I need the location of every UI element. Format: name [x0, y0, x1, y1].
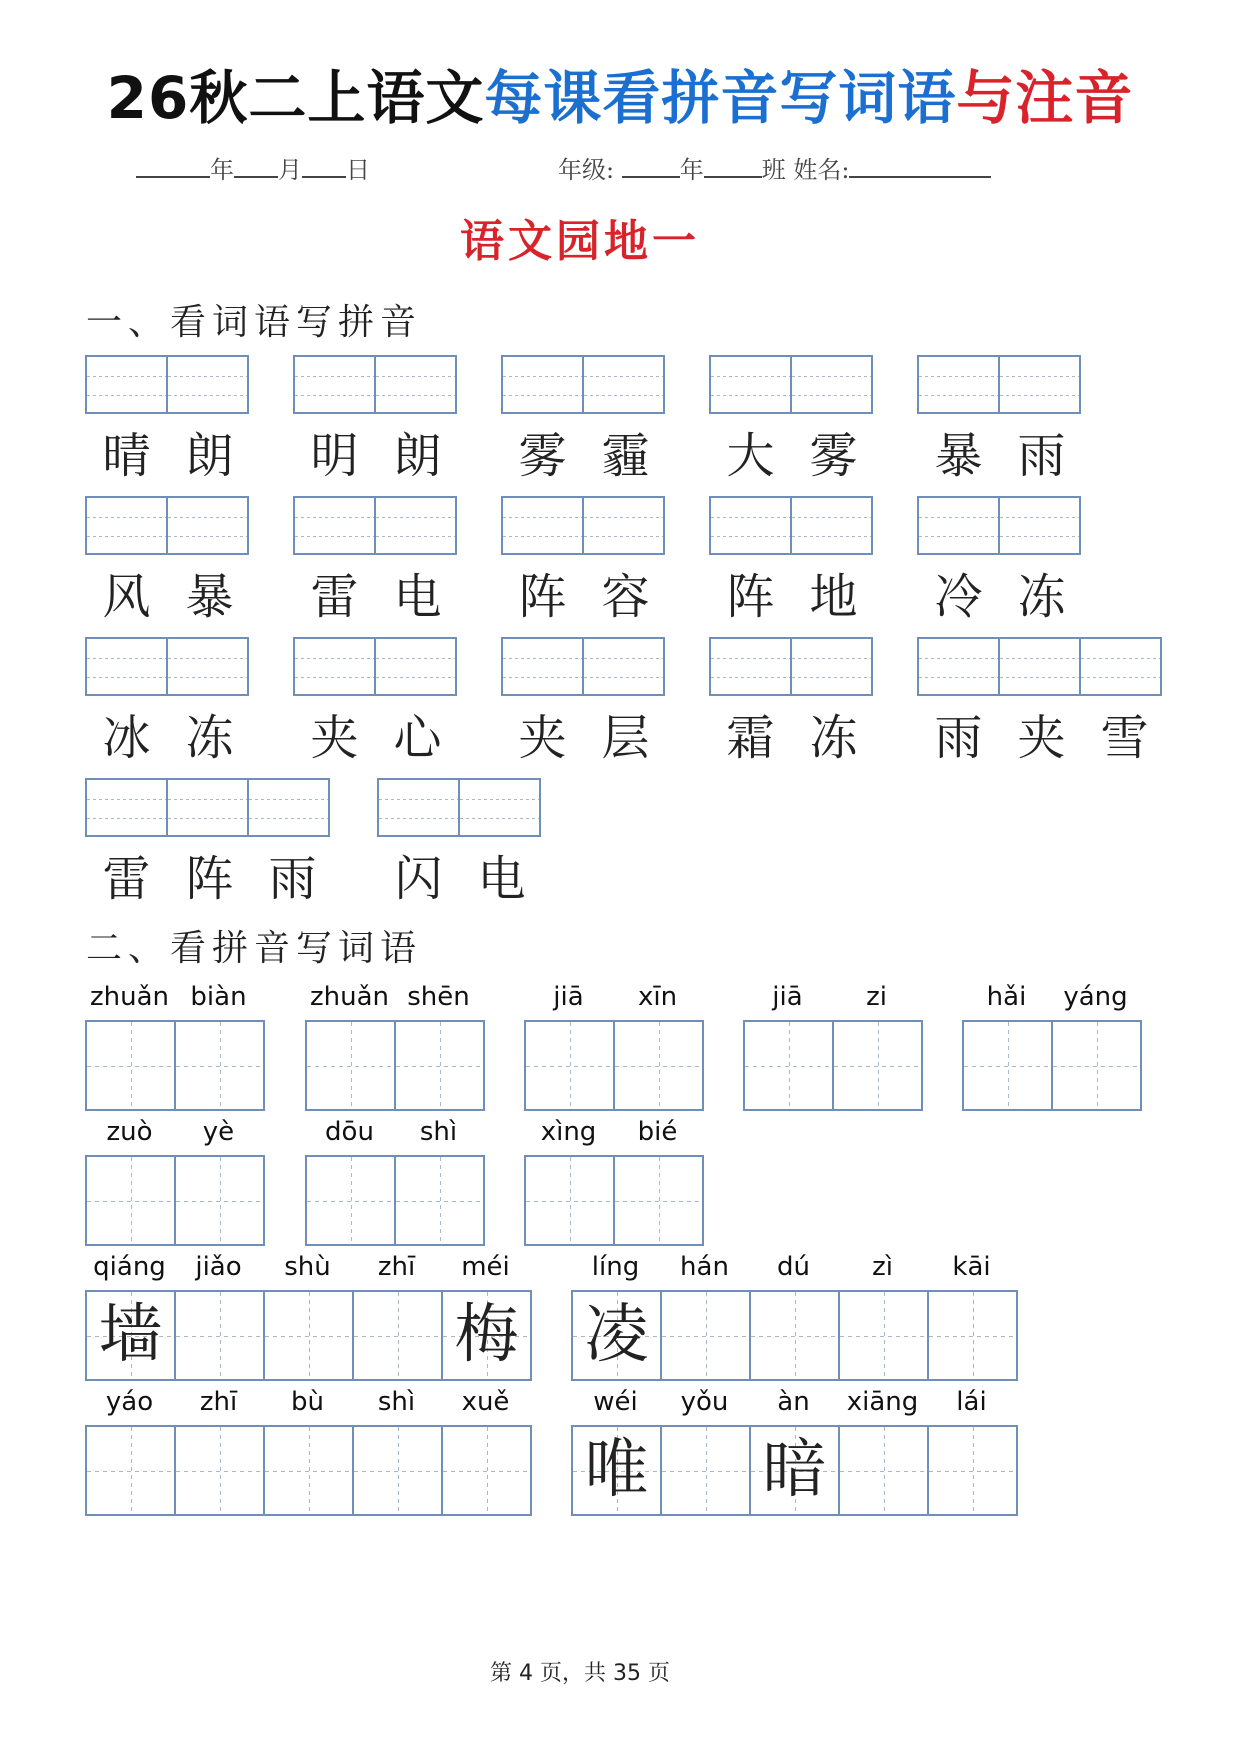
pinyin-writing-cell[interactable]	[458, 778, 541, 837]
pinyin-writing-cell[interactable]	[582, 496, 665, 555]
hanzi-word-item	[524, 980, 702, 1111]
word-characters	[85, 847, 334, 911]
pinyin-writing-cell[interactable]	[293, 496, 376, 555]
pinyin-writing-cell[interactable]	[998, 637, 1081, 696]
word-character: 雷	[310, 569, 359, 625]
word-character: 雨	[268, 851, 317, 907]
tianzige-cell[interactable]	[962, 1020, 1053, 1111]
pinyin-answer-box	[85, 637, 251, 696]
pinyin-answer-box	[293, 355, 459, 414]
pinyin-syllable: yǒu	[680, 1387, 729, 1417]
given-character	[929, 1427, 1016, 1514]
word-character: 大	[726, 428, 775, 484]
tianzige-cell[interactable]	[394, 1155, 485, 1246]
pinyin-writing-cell[interactable]	[85, 496, 168, 555]
grade-label: 年级:	[558, 156, 615, 184]
hanzi-word-item	[85, 980, 263, 1111]
tianzige-cell[interactable]	[927, 1425, 1018, 1516]
name-label: 姓名:	[793, 156, 850, 184]
hanzi-word-item	[571, 1385, 1016, 1516]
pinyin-syllable: lái	[956, 1387, 987, 1417]
pinyin-syllable: bù	[291, 1387, 324, 1417]
tianzige-cell[interactable]	[927, 1290, 1018, 1381]
title-part-red: 与注音	[956, 64, 1134, 132]
tianzige-cell[interactable]	[749, 1425, 840, 1516]
word-character: 电	[477, 851, 526, 907]
pinyin-word-item	[709, 496, 875, 629]
given-character	[929, 1292, 1016, 1379]
given-character	[396, 1157, 483, 1244]
word-character: 霾	[601, 428, 650, 484]
word-characters	[501, 424, 667, 488]
word-characters	[917, 565, 1083, 629]
pinyin-writing-cell[interactable]	[293, 355, 376, 414]
pinyin-syllable: zì	[872, 1252, 893, 1282]
word-character: 容	[601, 569, 650, 625]
word-characters	[917, 424, 1083, 488]
pinyin-word-item	[501, 355, 667, 488]
hanzi-word-item	[305, 980, 483, 1111]
pinyin-syllable: hán	[680, 1252, 729, 1282]
given-character	[834, 1022, 921, 1109]
word-character: 明	[310, 428, 359, 484]
given-character: 墙	[98, 1298, 163, 1372]
tianzige-cell[interactable]	[263, 1290, 354, 1381]
pinyin-syllable: kāi	[952, 1252, 991, 1282]
tianzige-row	[85, 1020, 263, 1111]
student-info-line	[558, 150, 991, 188]
worksheet-title	[0, 58, 1240, 138]
pinyin-syllable: jiā	[772, 982, 803, 1012]
pinyin-answer-box	[501, 355, 667, 414]
page-footer: 第 4 页，共 35 页	[490, 1661, 670, 1686]
word-character: 朗	[393, 428, 442, 484]
pinyin-writing-cell[interactable]	[501, 355, 584, 414]
pinyin-word-item	[85, 355, 251, 488]
pinyin-row	[571, 1250, 1016, 1286]
word-character: 阵	[726, 569, 775, 625]
word-character: 冰	[102, 710, 151, 766]
pinyin-writing-cell[interactable]	[790, 355, 873, 414]
pinyin-row	[85, 980, 263, 1016]
pinyin-writing-cell[interactable]	[790, 637, 873, 696]
pinyin-row	[962, 980, 1140, 1016]
pinyin-writing-cell[interactable]	[247, 778, 330, 837]
tianzige-cell[interactable]	[352, 1290, 443, 1381]
word-character: 雨	[1017, 428, 1066, 484]
word-character: 冻	[1017, 569, 1066, 625]
given-character: 唯	[584, 1433, 649, 1507]
pinyin-word-item	[501, 496, 667, 629]
tianzige-cell[interactable]	[660, 1425, 751, 1516]
pinyin-writing-cell[interactable]	[501, 496, 584, 555]
given-character	[840, 1427, 927, 1514]
given-character	[176, 1022, 263, 1109]
pinyin-syllable: hǎi	[986, 982, 1027, 1012]
pinyin-syllable: biàn	[190, 982, 247, 1012]
class-label: 班	[761, 156, 786, 184]
tianzige-cell[interactable]	[263, 1425, 354, 1516]
grade-blank[interactable]	[622, 150, 680, 178]
pinyin-syllable: wéi	[593, 1387, 638, 1417]
month-label: 月	[278, 156, 302, 184]
pinyin-writing-cell[interactable]	[917, 496, 1000, 555]
tianzige-cell[interactable]	[838, 1290, 929, 1381]
pinyin-syllable: jiǎo	[195, 1252, 242, 1282]
tianzige-cell[interactable]	[441, 1425, 532, 1516]
word-characters	[917, 706, 1166, 770]
given-character	[615, 1157, 702, 1244]
tianzige-cell[interactable]	[613, 1155, 704, 1246]
hanzi-word-item	[524, 1115, 702, 1246]
pinyin-answer-box	[377, 778, 543, 837]
word-character: 阵	[518, 569, 567, 625]
pinyin-writing-cell[interactable]	[374, 637, 457, 696]
given-character	[662, 1427, 749, 1514]
given-character	[443, 1427, 530, 1514]
pinyin-word-item	[709, 637, 875, 770]
word-characters	[293, 565, 459, 629]
pinyin-answer-box	[501, 637, 667, 696]
word-character: 夹	[1017, 710, 1066, 766]
pinyin-answer-box	[709, 496, 875, 555]
hanzi-word-item	[85, 1115, 263, 1246]
pinyin-row	[743, 980, 921, 1016]
title-part-black: 26秋二上语文	[106, 64, 485, 132]
tianzige-cell[interactable]	[85, 1425, 176, 1516]
pinyin-syllable: líng	[591, 1252, 640, 1282]
pinyin-word-item	[377, 778, 543, 911]
given-character	[265, 1292, 352, 1379]
given-character	[176, 1157, 263, 1244]
pinyin-answer-box	[293, 637, 459, 696]
tianzige-cell[interactable]	[441, 1290, 532, 1381]
given-character	[662, 1292, 749, 1379]
pinyin-writing-cell[interactable]	[917, 355, 1000, 414]
hanzi-word-item	[85, 1250, 530, 1381]
word-character: 朗	[185, 428, 234, 484]
day-label: 日	[346, 156, 370, 184]
word-character: 夹	[310, 710, 359, 766]
given-character: 梅	[454, 1298, 519, 1372]
hanzi-word-item	[571, 1250, 1016, 1381]
tianzige-cell[interactable]	[352, 1425, 443, 1516]
tianzige-row	[571, 1290, 1016, 1381]
tianzige-cell[interactable]	[394, 1020, 485, 1111]
pinyin-row	[85, 1385, 530, 1421]
given-character	[396, 1022, 483, 1109]
pinyin-word-item	[85, 637, 251, 770]
pinyin-syllable: zhuǎn	[89, 982, 169, 1012]
tianzige-cell[interactable]	[524, 1155, 615, 1246]
pinyin-writing-cell[interactable]	[166, 778, 249, 837]
tianzige-cell[interactable]	[749, 1290, 840, 1381]
word-character: 暴	[185, 569, 234, 625]
word-character: 闪	[394, 851, 443, 907]
word-character: 冻	[185, 710, 234, 766]
name-blank[interactable]	[849, 150, 991, 178]
word-character: 雾	[518, 428, 567, 484]
pinyin-answer-box	[293, 496, 459, 555]
word-characters	[501, 706, 667, 770]
word-character: 冻	[809, 710, 858, 766]
pinyin-syllable: shì	[419, 1117, 458, 1147]
pinyin-writing-cell[interactable]	[374, 496, 457, 555]
tianzige-row	[524, 1155, 702, 1246]
pinyin-syllable: qiáng	[93, 1252, 166, 1282]
year-label: 年	[210, 156, 234, 184]
pinyin-syllable: dú	[777, 1252, 810, 1282]
pinyin-syllable: zhī	[377, 1252, 416, 1282]
tianzige-row	[571, 1425, 1016, 1516]
pinyin-syllable: jiā	[553, 982, 584, 1012]
word-character: 阵	[185, 851, 234, 907]
tianzige-row	[743, 1020, 921, 1111]
given-character	[265, 1427, 352, 1514]
pinyin-word-item	[293, 496, 459, 629]
pinyin-writing-cell[interactable]	[709, 637, 792, 696]
title-part-blue: 每课看拼音写词语	[484, 64, 957, 132]
tianzige-row	[85, 1290, 530, 1381]
pinyin-answer-box	[85, 355, 251, 414]
tianzige-cell[interactable]	[832, 1020, 923, 1111]
section1-heading: 一、看词语写拼音	[86, 302, 423, 343]
word-character: 风	[102, 569, 151, 625]
pinyin-writing-cell[interactable]	[998, 355, 1081, 414]
pinyin-syllable: xiāng	[846, 1387, 919, 1417]
tianzige-cell[interactable]	[571, 1425, 662, 1516]
hanzi-word-item	[305, 1115, 483, 1246]
word-character: 雾	[809, 428, 858, 484]
given-character	[526, 1022, 613, 1109]
tianzige-cell[interactable]	[660, 1290, 751, 1381]
word-characters	[501, 565, 667, 629]
hanzi-word-item	[962, 980, 1140, 1111]
pinyin-writing-cell[interactable]	[582, 355, 665, 414]
pinyin-answer-box	[709, 355, 875, 414]
pinyin-word-item	[293, 637, 459, 770]
pinyin-syllable: xuě	[461, 1387, 510, 1417]
pinyin-row	[305, 980, 483, 1016]
pinyin-answer-box	[917, 637, 1166, 696]
pinyin-syllable: yáo	[105, 1387, 154, 1417]
pinyin-syllable: shù	[284, 1252, 331, 1282]
word-characters	[709, 706, 875, 770]
given-character	[1053, 1022, 1140, 1109]
pinyin-writing-cell[interactable]	[998, 496, 1081, 555]
pinyin-row	[85, 1115, 263, 1151]
tianzige-cell[interactable]	[85, 1155, 176, 1246]
tianzige-cell[interactable]	[305, 1155, 396, 1246]
word-character: 层	[601, 710, 650, 766]
hanzi-word-item	[743, 980, 921, 1111]
word-character: 地	[809, 569, 858, 625]
day-blank[interactable]	[302, 150, 346, 178]
tianzige-cell[interactable]	[743, 1020, 834, 1111]
date-line	[136, 150, 370, 188]
pinyin-syllable: zhī	[199, 1387, 238, 1417]
given-character	[176, 1292, 263, 1379]
pinyin-syllable: yáng	[1063, 982, 1128, 1012]
pinyin-writing-cell[interactable]	[374, 355, 457, 414]
pinyin-syllable: zi	[866, 982, 887, 1012]
tianzige-row	[85, 1155, 263, 1246]
pinyin-row	[524, 980, 702, 1016]
tianzige-cell[interactable]	[571, 1290, 662, 1381]
pinyin-answer-box	[501, 496, 667, 555]
word-characters	[377, 847, 543, 911]
pinyin-writing-cell[interactable]	[917, 637, 1000, 696]
tianzige-row	[85, 1425, 530, 1516]
given-character	[745, 1022, 832, 1109]
pinyin-syllable: xìng	[540, 1117, 597, 1147]
section2-heading: 二、看拼音写词语	[86, 928, 423, 969]
pinyin-syllable: méi	[461, 1252, 510, 1282]
given-character	[87, 1157, 174, 1244]
pinyin-word-item	[917, 637, 1166, 770]
tianzige-row	[524, 1020, 702, 1111]
pinyin-answer-box	[85, 778, 334, 837]
given-character	[751, 1292, 838, 1379]
pinyin-syllable: bié	[637, 1117, 678, 1147]
pinyin-row	[571, 1385, 1016, 1421]
word-characters	[709, 565, 875, 629]
word-character: 霜	[726, 710, 775, 766]
word-character: 冷	[934, 569, 983, 625]
pinyin-word-item	[917, 496, 1083, 629]
pinyin-answer-box	[917, 355, 1083, 414]
pinyin-writing-cell[interactable]	[166, 496, 249, 555]
given-character	[354, 1292, 441, 1379]
word-character: 晴	[102, 428, 151, 484]
tianzige-row	[305, 1020, 483, 1111]
given-character	[615, 1022, 702, 1109]
pinyin-writing-cell[interactable]	[709, 496, 792, 555]
tianzige-cell[interactable]	[174, 1290, 265, 1381]
pinyin-word-item	[917, 355, 1083, 488]
year-blank[interactable]	[136, 150, 210, 178]
tianzige-cell[interactable]	[174, 1155, 265, 1246]
pinyin-writing-cell[interactable]	[85, 637, 168, 696]
pinyin-word-item	[85, 496, 251, 629]
word-character: 夹	[518, 710, 567, 766]
pinyin-syllable: shì	[377, 1387, 416, 1417]
pinyin-syllable: xīn	[637, 982, 678, 1012]
pinyin-writing-cell[interactable]	[501, 637, 584, 696]
pinyin-syllable: shēn	[407, 982, 470, 1012]
pinyin-row	[524, 1115, 702, 1151]
month-blank[interactable]	[234, 150, 278, 178]
tianzige-cell[interactable]	[524, 1020, 615, 1111]
lesson-title: 语文园地一	[460, 216, 700, 267]
word-characters	[293, 706, 459, 770]
pinyin-row	[305, 1115, 483, 1151]
word-character: 雪	[1100, 710, 1149, 766]
pinyin-writing-cell[interactable]	[166, 637, 249, 696]
pinyin-writing-cell[interactable]	[85, 778, 168, 837]
word-character: 心	[393, 710, 442, 766]
word-characters	[293, 424, 459, 488]
pinyin-answer-box	[917, 496, 1083, 555]
word-character: 暴	[934, 428, 983, 484]
pinyin-writing-cell[interactable]	[709, 355, 792, 414]
pinyin-word-item	[709, 355, 875, 488]
pinyin-syllable: dōu	[325, 1117, 374, 1147]
given-character	[87, 1427, 174, 1514]
grade-year-label: 年	[679, 156, 704, 184]
given-character: 暗	[762, 1433, 827, 1507]
tianzige-cell[interactable]	[174, 1425, 265, 1516]
pinyin-answer-box	[709, 637, 875, 696]
given-character	[526, 1157, 613, 1244]
tianzige-row	[305, 1155, 483, 1246]
tianzige-cell[interactable]	[305, 1020, 396, 1111]
pinyin-writing-cell[interactable]	[377, 778, 460, 837]
word-character: 雷	[102, 851, 151, 907]
pinyin-syllable: àn	[777, 1387, 810, 1417]
pinyin-syllable: zhuǎn	[309, 982, 389, 1012]
pinyin-writing-cell[interactable]	[85, 355, 168, 414]
class-blank[interactable]	[704, 150, 762, 178]
pinyin-writing-cell[interactable]	[293, 637, 376, 696]
pinyin-writing-cell[interactable]	[1079, 637, 1162, 696]
given-character	[354, 1427, 441, 1514]
word-characters	[85, 706, 251, 770]
pinyin-word-item	[293, 355, 459, 488]
given-character	[307, 1157, 394, 1244]
word-characters	[709, 424, 875, 488]
pinyin-writing-cell[interactable]	[790, 496, 873, 555]
tianzige-cell[interactable]	[613, 1020, 704, 1111]
given-character	[87, 1022, 174, 1109]
word-characters	[85, 424, 251, 488]
word-character: 电	[393, 569, 442, 625]
pinyin-row	[85, 1250, 530, 1286]
hanzi-word-item	[85, 1385, 530, 1516]
tianzige-cell[interactable]	[174, 1020, 265, 1111]
pinyin-word-item	[501, 637, 667, 770]
given-character	[176, 1427, 263, 1514]
given-character	[840, 1292, 927, 1379]
word-character: 雨	[934, 710, 983, 766]
pinyin-answer-box	[85, 496, 251, 555]
given-character	[307, 1022, 394, 1109]
tianzige-cell[interactable]	[85, 1290, 176, 1381]
word-characters	[85, 565, 251, 629]
given-character	[964, 1022, 1051, 1109]
pinyin-writing-cell[interactable]	[582, 637, 665, 696]
given-character: 凌	[584, 1298, 649, 1372]
pinyin-syllable: zuò	[106, 1117, 153, 1147]
tianzige-row	[962, 1020, 1140, 1111]
pinyin-word-item	[85, 778, 334, 911]
tianzige-cell[interactable]	[85, 1020, 176, 1111]
pinyin-syllable: yè	[202, 1117, 235, 1147]
pinyin-writing-cell[interactable]	[166, 355, 249, 414]
tianzige-cell[interactable]	[1051, 1020, 1142, 1111]
tianzige-cell[interactable]	[838, 1425, 929, 1516]
